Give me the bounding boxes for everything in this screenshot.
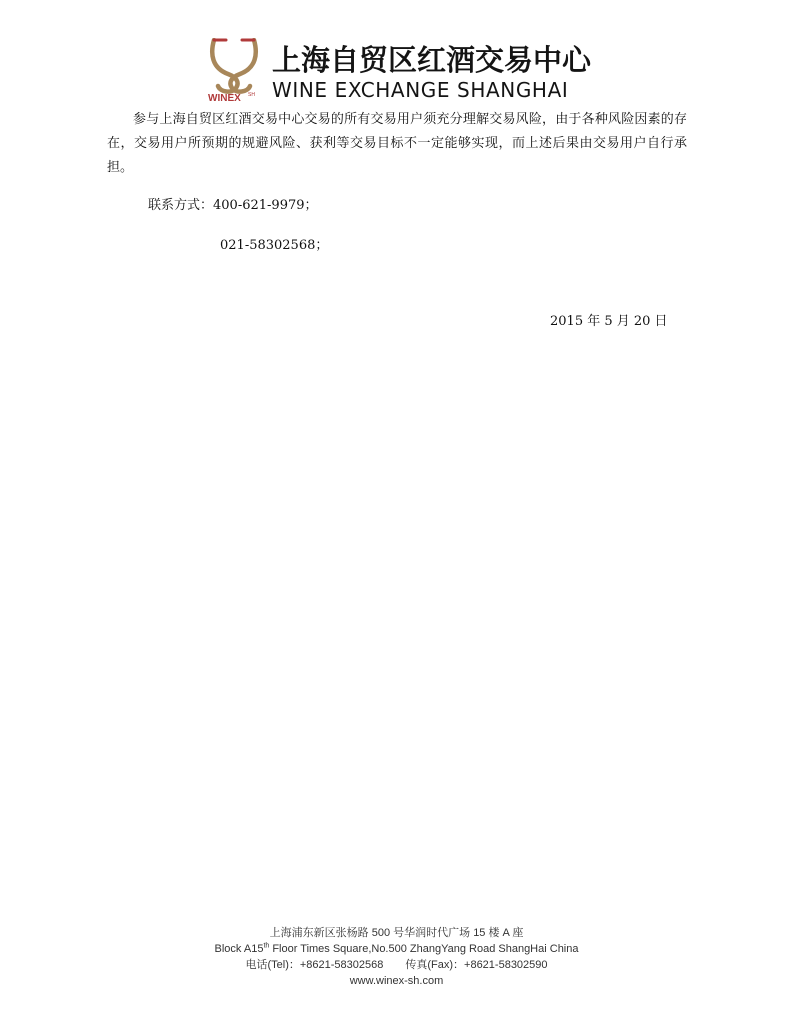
letter-footer [0,925,793,989]
winex-logo-icon [206,38,264,104]
contact-label: 联系方式： [148,198,214,213]
risk-disclosure-paragraph: 参与上海自贸区红酒交易中心交易的所有交易用户须充分理解交易风险，由于各种风险因素的存在，交易用户所预期的规避风险、获利等交易目标不一定能够实现，而上述后果由交易用户自行承担。 [107,112,687,175]
letter-body [107,108,687,180]
logo-wordmark: WINEX [208,93,241,104]
footer-tel: 电话(Tel)：+8621-58302568 [245,959,384,971]
company-name-cn: 上海自贸区红酒交易中心 [272,43,592,77]
letterhead [206,38,606,104]
contact-line-1 [148,196,318,216]
contact-phone-1: 400-621-9979； [213,198,318,213]
footer-address-en-sup: th [263,942,270,950]
footer-phone-fax [0,957,793,973]
footer-fax: 传真(Fax)：+8621-58302590 [405,959,548,971]
logo-wordmark-suffix: SH [248,92,255,98]
footer-address-en-pre: Block A15 [214,943,264,955]
contact-phone-2: 021-58302568； [220,238,329,253]
contact-line-2 [220,236,328,256]
letter-date: 2015 年 5 月 20 日 [550,314,668,329]
footer-website: www.winex-sh.com [349,975,444,987]
footer-address-en-post: Floor Times Square,No.500 ZhangYang Road ShangHai China [269,943,579,955]
footer-address-en [0,941,793,957]
footer-address-cn: 上海浦东新区张杨路 500 号华润时代广场 15 楼 A 座 [269,927,524,939]
company-name-en: WINE EXCHANGE SHANGHAI [272,78,569,102]
